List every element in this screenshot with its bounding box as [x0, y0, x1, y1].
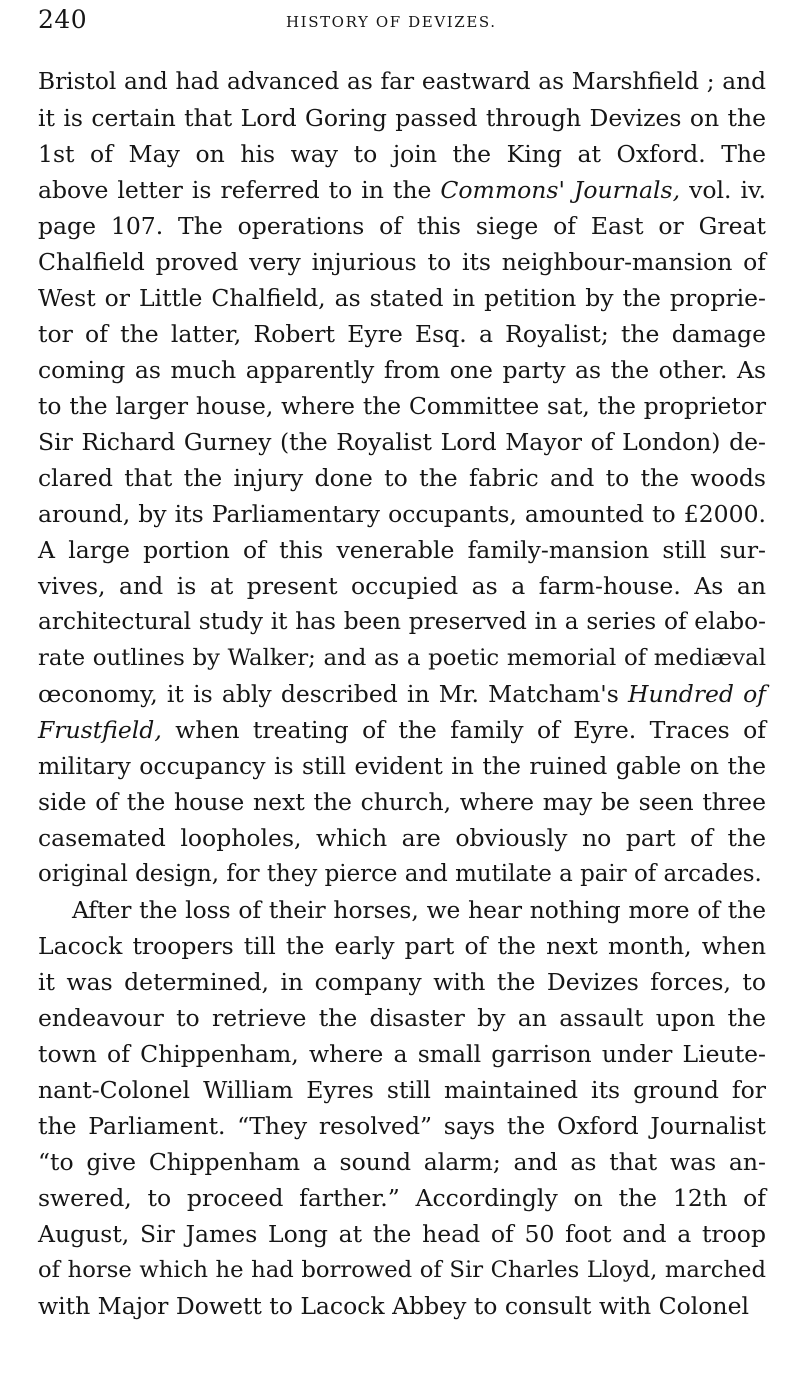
text-line: “to give Chippenham a sound alarm; and as that was an- [38, 1148, 766, 1176]
paragraph [38, 64, 766, 892]
text-line: it is certain that Lord Goring passed through Devizes on the [38, 104, 766, 132]
paragraph [38, 892, 766, 1324]
text-line: architectural study it has been preserved in a series of elabo- [38, 608, 766, 635]
text-line: page 107. The operations of this siege of East or Great [38, 212, 766, 240]
text-line: August, Sir James Long at the head of 50 foot and a troop [38, 1220, 766, 1248]
text-line: nant-Colonel William Eyres still maintained its ground for [38, 1076, 766, 1104]
text-line: original design, for they pierce and mutilate a pair of arcades. [38, 861, 762, 887]
text-line: above letter is referred to in the Commons' Journals, vol. iv. [38, 176, 766, 204]
text-line: the Parliament. “They resolved” says the Oxford Journalist [38, 1112, 766, 1140]
text-line: to the larger house, where the Committee sat, the proprietor [38, 392, 766, 420]
text-line: endeavour to retrieve the disaster by an assault upon the [38, 1004, 766, 1032]
italic-title: Hundred of [627, 680, 766, 708]
text-line: with Major Dowett to Lacock Abbey to consult with Colonel [38, 1292, 749, 1320]
text-line: Sir Richard Gurney (the Royalist Lord Mayor of London) de- [38, 428, 766, 456]
text-line: casemated loopholes, which are obviously no part of the [38, 824, 766, 852]
italic-title: Frustfield, [38, 716, 162, 744]
text-line: Lacock troopers till the early part of the next month, when [38, 932, 766, 960]
text-line: Bristol and had advanced as far eastward as Marshfield ; and [38, 68, 766, 95]
text-line: Frustfield, when treating of the family of Eyre. Traces of [38, 716, 766, 744]
text-line: coming as much apparently from one party as the other. As [38, 356, 766, 384]
text-line: 1st of May on his way to join the King at Oxford. The [38, 140, 766, 168]
text-line: After the loss of their horses, we hear nothing more of the [72, 896, 766, 924]
text-line: swered, to proceed farther.” Accordingly on the 12th of [38, 1184, 766, 1212]
text-line: rate outlines by Walker; and as a poetic memorial of mediæval [38, 645, 766, 671]
text-line: tor of the latter, Robert Eyre Esq. a Royalist; the damage [38, 320, 766, 348]
text-line: œconomy, it is ably described in Mr. Matcham's Hundred of [38, 680, 766, 708]
text-line: A large portion of this venerable family-mansion still sur- [38, 536, 766, 564]
text-line: around, by its Parliamentary occupants, amounted to £2000. [38, 500, 766, 528]
text-line: town of Chippenham, where a small garrison under Lieute- [38, 1040, 766, 1068]
text-line: vives, and is at present occupied as a farm-house. As an [38, 572, 766, 600]
text-line: side of the house next the church, where may be seen three [38, 788, 766, 816]
text-line: clared that the injury done to the fabric and to the woods [38, 464, 766, 492]
italic-title: Commons' Journals, [440, 176, 681, 204]
text-line: West or Little Chalfield, as stated in petition by the proprie- [38, 284, 766, 312]
text-line: it was determined, in company with the Devizes forces, to [38, 968, 766, 996]
running-head: HISTORY OF DEVIZES. [286, 13, 497, 31]
text-line: Chalfield proved very injurious to its neighbour-mansion of [38, 248, 766, 276]
text-line: of horse which he had borrowed of Sir Charles Lloyd, marched [38, 1257, 766, 1283]
body-text [38, 64, 766, 1324]
page-number: 240 [38, 5, 88, 34]
text-line: military occupancy is still evident in the ruined gable on the [38, 752, 766, 780]
